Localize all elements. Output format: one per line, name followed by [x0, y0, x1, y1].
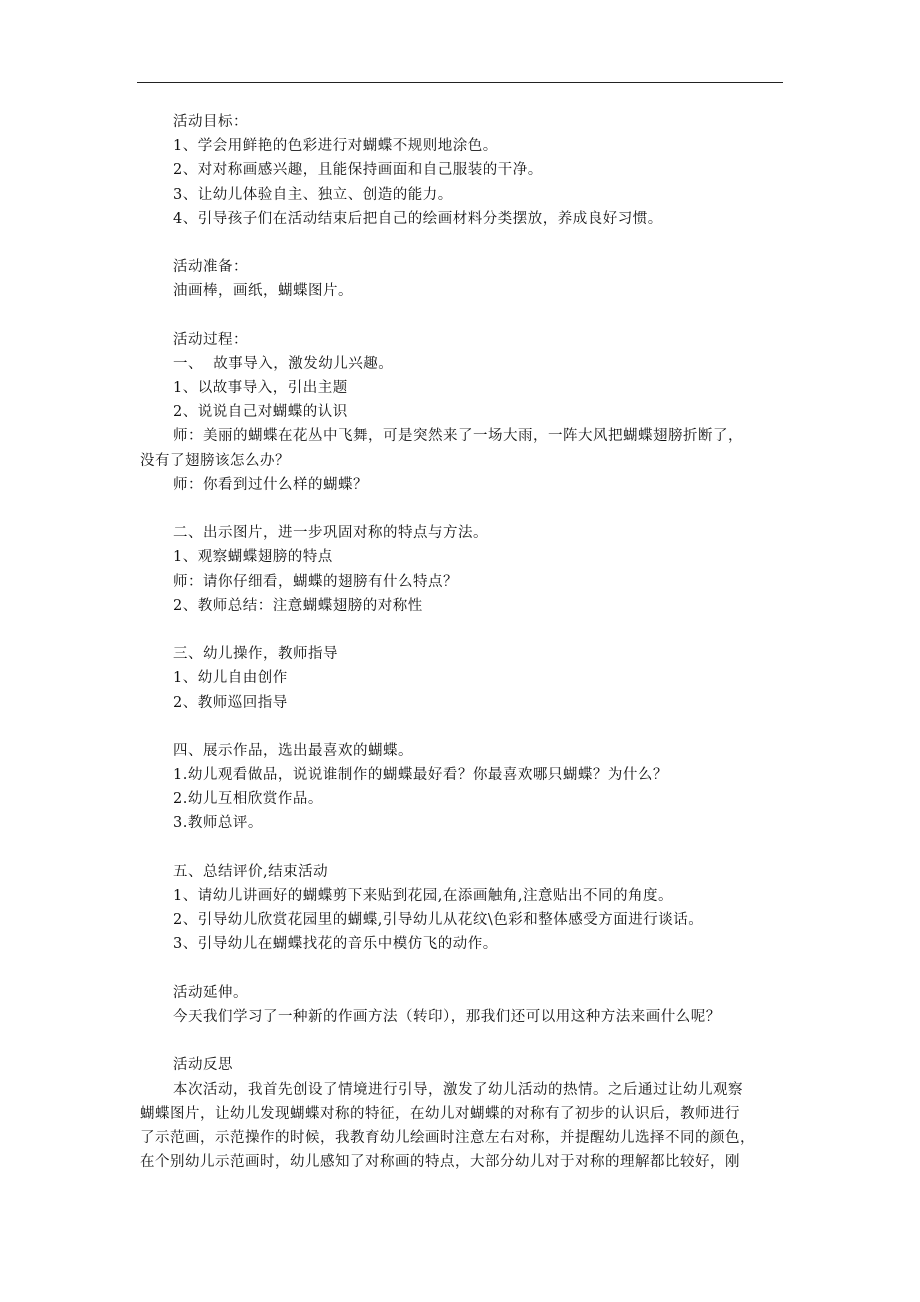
- step3-item: 1、幼儿自由创作: [173, 670, 288, 687]
- header-rule: [137, 82, 783, 83]
- reflection-line: 在个别幼儿示范画时，幼儿感知了对称画的特点，大部分幼儿对于对称的理解都比较好，刚: [140, 1154, 740, 1171]
- step4-item: 3.教师总评。: [173, 815, 263, 832]
- preparation-title: 活动准备：: [173, 259, 248, 276]
- step4-heading: 四、展示作品，选出最喜欢的蝴蝶。: [173, 742, 413, 759]
- goal-item: 3、让幼儿体验自主、独立、创造的能力。: [173, 186, 453, 203]
- teacher-dialogue-2: 师：你看到过什么样的蝴蝶？: [173, 476, 368, 493]
- step5-item: 2、引导幼儿欣赏花园里的蝴蝶,引导幼儿从花纹\色彩和整体感受方面进行谈话。: [173, 912, 704, 929]
- preparation-text: 油画棒，画纸，蝴蝶图片。: [173, 283, 353, 300]
- reflection-title: 活动反思: [173, 1057, 233, 1074]
- document-body: [140, 110, 788, 1174]
- reflection-line: 蝴蝶图片，让幼儿发现蝴蝶对称的特征，在幼儿对蝴蝶的对称有了初步的认识后，教师进行: [140, 1105, 740, 1122]
- step4-item: 2.幼儿互相欣赏作品。: [173, 791, 323, 808]
- reflection-line: 了示范画，示范操作的时候，我教育幼儿绘画时注意左右对称，并提醒幼儿选择不同的颜色，: [140, 1129, 755, 1146]
- step3-item: 2、教师巡回指导: [173, 694, 288, 711]
- goal-item: 4、引导孩子们在活动结束后把自己的绘画材料分类摆放，养成良好习惯。: [173, 210, 663, 227]
- step3-heading: 三、幼儿操作，教师指导: [173, 646, 338, 663]
- teacher-dialogue-1a: 师：美丽的蝴蝶在花丛中飞舞，可是突然来了一场大雨，一阵大风把蝴蝶翅膀折断了，: [173, 428, 743, 445]
- step5-item: 3、引导幼儿在蝴蝶找花的音乐中模仿飞的动作。: [173, 936, 498, 953]
- goals-title: 活动目标：: [173, 114, 248, 130]
- extension-title: 活动延伸。: [173, 984, 248, 1001]
- step1-item: 2、说说自己对蝴蝶的认识: [173, 404, 348, 421]
- reflection-line: 本次活动，我首先创设了情境进行引导，激发了幼儿活动的热情。之后通过让幼儿观察: [173, 1081, 743, 1098]
- step5-item: 1、请幼儿讲画好的蝴蝶剪下来贴到花园,在添画触角,注意贴出不同的角度。: [173, 888, 673, 904]
- step2-heading: 二、出示图片，进一步巩固对称的特点与方法。: [173, 525, 488, 542]
- extension-text: 今天我们学习了一种新的作画方法（转印），那我们还可以用这种方法来画什么呢？: [173, 1008, 721, 1025]
- teacher-dialogue-1b: 没有了翅膀该怎么办？: [140, 452, 290, 469]
- step2-item: 2、教师总结：注意蝴蝶翅膀的对称性: [173, 597, 423, 614]
- step1-item: 1、以故事导入，引出主题: [173, 380, 348, 397]
- goal-item: 1、学会用鲜艳的色彩进行对蝴蝶不规则地涂色。: [173, 138, 498, 155]
- step2-teacher: 师：请你仔细看，蝴蝶的翅膀有什么特点？: [173, 573, 458, 590]
- step5-heading: 五、总结评价,结束活动: [173, 863, 329, 880]
- step4-item: 1.幼儿观看做品，说说谁制作的蝴蝶最好看？你最喜欢哪只蝴蝶？为什么？: [173, 767, 668, 784]
- step2-item: 1、观察蝴蝶翅膀的特点: [173, 549, 333, 566]
- process-title: 活动过程：: [173, 331, 248, 348]
- step1-heading: 一、 故事导入，激发幼儿兴趣。: [173, 355, 394, 372]
- goal-item: 2、对对称画感兴趣，且能保持画面和自己服装的干净。: [173, 162, 543, 179]
